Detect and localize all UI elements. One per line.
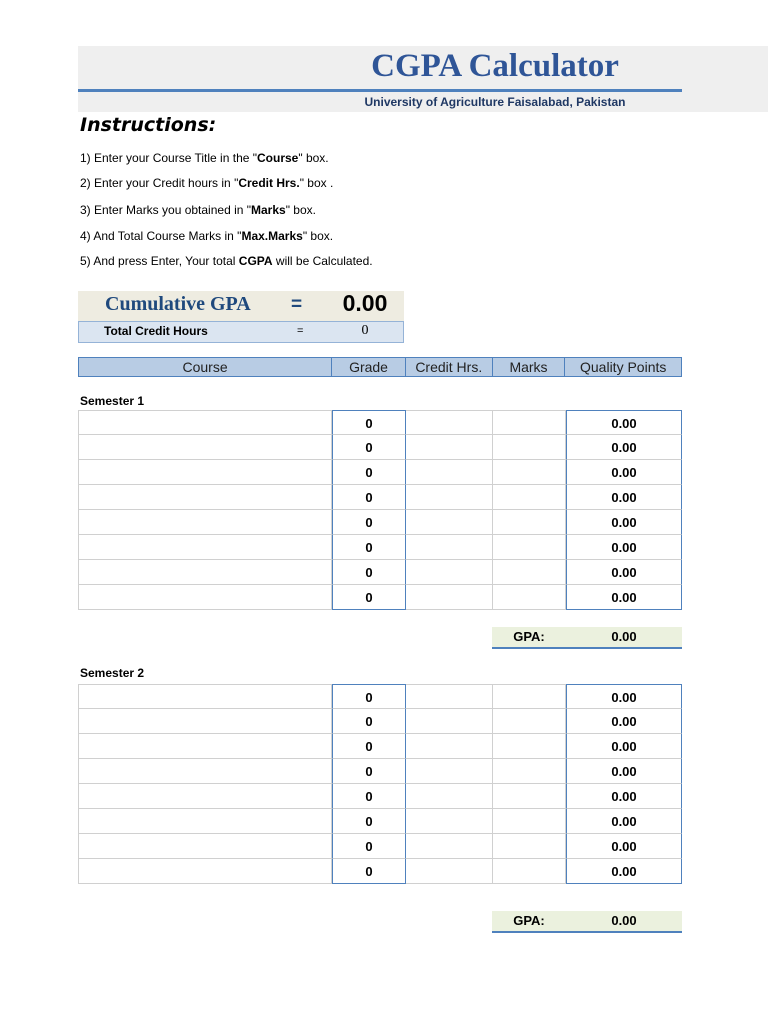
course-cell[interactable] xyxy=(78,510,332,535)
instruction-text: " box. xyxy=(285,203,316,217)
course-cell[interactable] xyxy=(78,560,332,585)
course-cell[interactable] xyxy=(78,859,332,884)
credit-hrs-cell[interactable] xyxy=(406,485,493,510)
table-row xyxy=(78,784,682,809)
instruction-text: 5) And press Enter, Your total xyxy=(80,254,239,268)
column-header-quality-points: Quality Points xyxy=(580,359,667,375)
instruction-text: 3) Enter Marks you obtained in " xyxy=(80,203,252,217)
gpa-value: 0.00 xyxy=(611,629,637,644)
marks-cell[interactable] xyxy=(493,834,566,859)
credit-hrs-cell[interactable] xyxy=(406,510,493,535)
course-cell[interactable] xyxy=(78,784,332,809)
instruction-keyword: Marks xyxy=(251,203,286,217)
quality-points-cell: 0.00 xyxy=(566,410,682,435)
total-credit-hours-value: 0 xyxy=(361,323,369,338)
marks-cell[interactable] xyxy=(493,535,566,560)
grade-cell: 0 xyxy=(332,834,406,859)
instructions-heading: Instructions: xyxy=(80,114,217,136)
course-cell[interactable] xyxy=(78,585,332,610)
instruction-step-3 xyxy=(80,203,316,217)
credit-hrs-cell[interactable] xyxy=(406,684,493,709)
table-row xyxy=(78,734,682,759)
table-row xyxy=(78,759,682,784)
course-cell[interactable] xyxy=(78,485,332,510)
column-header-marks: Marks xyxy=(493,358,566,376)
instruction-text: " box. xyxy=(298,151,329,165)
grade-cell: 0 xyxy=(332,759,406,784)
instruction-keyword: Course xyxy=(257,151,299,165)
quality-points-cell: 0.00 xyxy=(566,834,682,859)
marks-cell[interactable] xyxy=(493,560,566,585)
column-header-grade: Grade xyxy=(332,358,406,376)
title-rule xyxy=(78,89,682,92)
marks-cell[interactable] xyxy=(493,485,566,510)
quality-points-cell: 0.00 xyxy=(566,485,682,510)
semester-1-title: Semester 1 xyxy=(80,394,145,408)
gpa-label: GPA: xyxy=(513,629,545,644)
table-row xyxy=(78,435,682,460)
semester-1-table xyxy=(78,410,682,610)
marks-cell[interactable] xyxy=(493,809,566,834)
total-credit-hours-equals: = xyxy=(297,325,304,337)
course-cell[interactable] xyxy=(78,734,332,759)
marks-cell[interactable] xyxy=(493,460,566,485)
table-row xyxy=(78,535,682,560)
semester-2-gpa xyxy=(492,911,682,933)
column-header-credit-hrs: Credit Hrs. xyxy=(406,358,493,376)
credit-hrs-cell[interactable] xyxy=(406,585,493,610)
quality-points-cell: 0.00 xyxy=(566,684,682,709)
grade-cell: 0 xyxy=(332,560,406,585)
credit-hrs-cell[interactable] xyxy=(406,435,493,460)
grade-cell: 0 xyxy=(332,809,406,834)
course-cell[interactable] xyxy=(78,535,332,560)
table-row xyxy=(78,859,682,884)
table-row xyxy=(78,684,682,709)
credit-hrs-cell[interactable] xyxy=(406,410,493,435)
credit-hrs-cell[interactable] xyxy=(406,709,493,734)
course-cell[interactable] xyxy=(78,435,332,460)
grade-cell: 0 xyxy=(332,460,406,485)
grade-cell: 0 xyxy=(332,435,406,460)
marks-cell[interactable] xyxy=(493,435,566,460)
grade-cell: 0 xyxy=(332,585,406,610)
quality-points-cell: 0.00 xyxy=(566,859,682,884)
cumulative-gpa-value: 0.00 xyxy=(342,290,388,316)
table-row xyxy=(78,809,682,834)
course-cell[interactable] xyxy=(78,410,332,435)
table-row xyxy=(78,709,682,734)
credit-hrs-cell[interactable] xyxy=(406,809,493,834)
table-row xyxy=(78,560,682,585)
credit-hrs-cell[interactable] xyxy=(406,834,493,859)
course-cell[interactable] xyxy=(78,759,332,784)
grade-cell: 0 xyxy=(332,784,406,809)
instruction-step-5 xyxy=(80,254,373,268)
table-row xyxy=(78,510,682,535)
credit-hrs-cell[interactable] xyxy=(406,734,493,759)
instruction-keyword: Max.Marks xyxy=(241,229,303,243)
quality-points-cell: 0.00 xyxy=(566,585,682,610)
table-header xyxy=(78,357,682,377)
quality-points-cell: 0.00 xyxy=(566,460,682,485)
quality-points-cell: 0.00 xyxy=(566,784,682,809)
cumulative-gpa-equals: = xyxy=(291,294,303,315)
semester-2-title: Semester 2 xyxy=(80,666,145,680)
quality-points-cell: 0.00 xyxy=(566,734,682,759)
grade-cell: 0 xyxy=(332,485,406,510)
quality-points-cell: 0.00 xyxy=(566,560,682,585)
grade-cell: 0 xyxy=(332,510,406,535)
quality-points-cell: 0.00 xyxy=(566,809,682,834)
total-credit-hours-label: Total Credit Hours xyxy=(104,324,208,338)
semester-2-table xyxy=(78,684,682,884)
grade-cell: 0 xyxy=(332,859,406,884)
gpa-value: 0.00 xyxy=(611,913,637,928)
instruction-step-4 xyxy=(80,229,333,243)
quality-points-cell: 0.00 xyxy=(566,759,682,784)
marks-cell[interactable] xyxy=(493,510,566,535)
instruction-text: " box . xyxy=(299,176,334,190)
column-header-course: Course xyxy=(79,358,332,376)
instruction-step-2 xyxy=(80,176,333,190)
instruction-step-1 xyxy=(80,151,329,165)
grade-cell: 0 xyxy=(332,709,406,734)
marks-cell[interactable] xyxy=(493,734,566,759)
instruction-text: 2) Enter your Credit hours in " xyxy=(80,176,239,190)
instruction-text: " box. xyxy=(302,229,334,243)
credit-hrs-cell[interactable] xyxy=(406,560,493,585)
cumulative-gpa-label: Cumulative GPA xyxy=(105,293,251,315)
instruction-text: will be Calculated. xyxy=(272,254,373,268)
grade-cell: 0 xyxy=(332,684,406,709)
table-row xyxy=(78,460,682,485)
quality-points-cell: 0.00 xyxy=(566,535,682,560)
marks-cell[interactable] xyxy=(493,759,566,784)
quality-points-cell: 0.00 xyxy=(566,709,682,734)
marks-cell[interactable] xyxy=(493,684,566,709)
quality-points-cell: 0.00 xyxy=(566,435,682,460)
marks-cell[interactable] xyxy=(493,859,566,884)
course-cell[interactable] xyxy=(78,460,332,485)
marks-cell[interactable] xyxy=(493,585,566,610)
instruction-keyword: Credit Hrs. xyxy=(238,176,300,190)
credit-hrs-cell[interactable] xyxy=(406,859,493,884)
table-row xyxy=(78,834,682,859)
page-title: CGPA Calculator xyxy=(371,48,619,84)
course-cell[interactable] xyxy=(78,809,332,834)
credit-hrs-cell[interactable] xyxy=(406,759,493,784)
marks-cell[interactable] xyxy=(493,410,566,435)
semester-1-gpa xyxy=(492,627,682,649)
instruction-text: 1) Enter your Course Title in the " xyxy=(80,151,258,165)
course-cell[interactable] xyxy=(78,709,332,734)
course-cell[interactable] xyxy=(78,834,332,859)
instruction-keyword: CGPA xyxy=(238,254,273,268)
grade-cell: 0 xyxy=(332,734,406,759)
marks-cell[interactable] xyxy=(493,784,566,809)
grade-cell: 0 xyxy=(332,535,406,560)
credit-hrs-cell[interactable] xyxy=(406,784,493,809)
page-subtitle: University of Agriculture Faisalabad, Pakistan xyxy=(364,95,626,109)
instruction-text: 4) And Total Course Marks in " xyxy=(80,229,242,243)
credit-hrs-cell[interactable] xyxy=(406,535,493,560)
gpa-label: GPA: xyxy=(513,913,545,928)
quality-points-cell: 0.00 xyxy=(566,510,682,535)
table-row xyxy=(78,410,682,435)
table-row xyxy=(78,585,682,610)
grade-cell: 0 xyxy=(332,410,406,435)
table-row xyxy=(78,485,682,510)
credit-hrs-cell[interactable] xyxy=(406,460,493,485)
course-cell[interactable] xyxy=(78,684,332,709)
marks-cell[interactable] xyxy=(493,709,566,734)
